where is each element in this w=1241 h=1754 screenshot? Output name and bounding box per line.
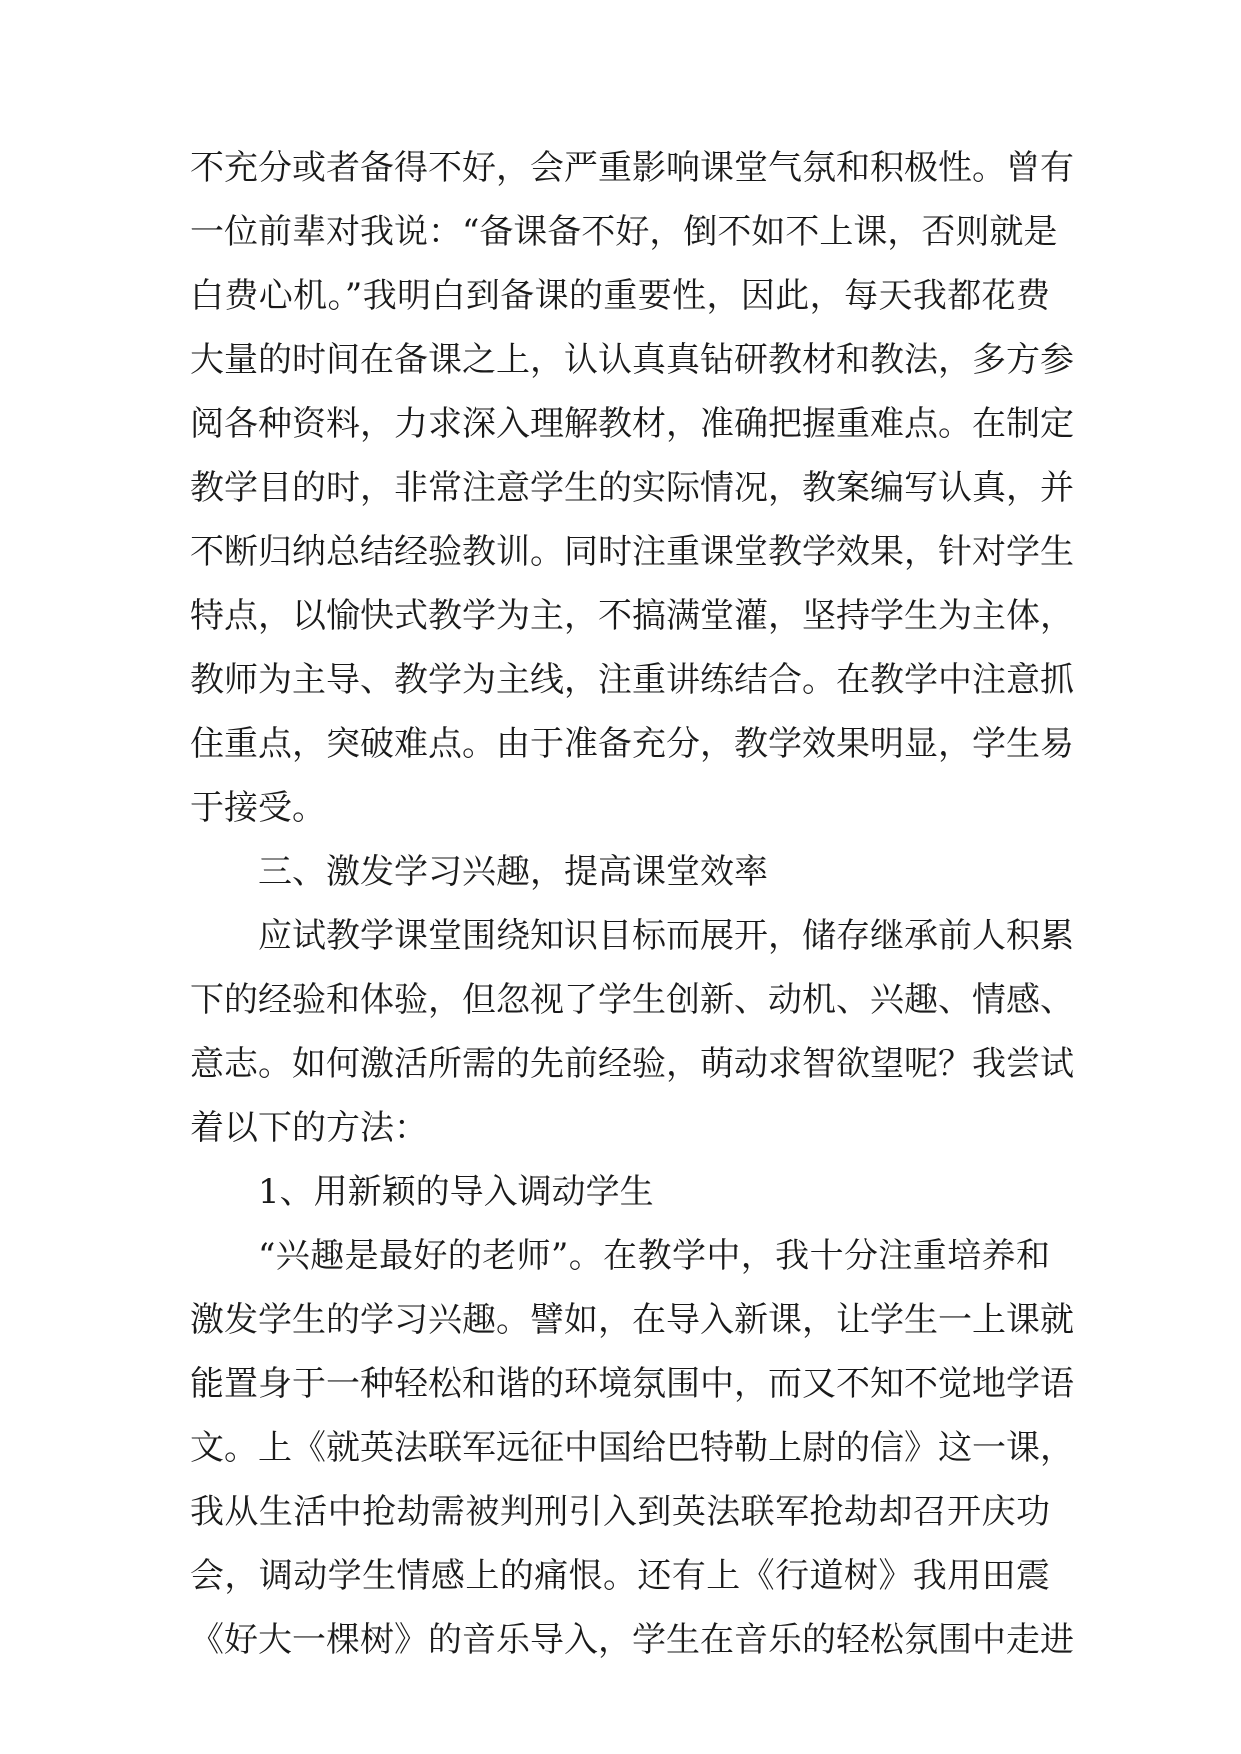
text-line: 《好大一棵树》的音乐导入，学生在音乐的轻松氛围中走进 <box>190 1620 1074 1660</box>
text-line: 教学目的时，非常注意学生的实际情况，教案编写认真，并 <box>190 468 1074 508</box>
text-line: 会，调动学生情感上的痛恨。还有上《行道树》我用田震 <box>190 1556 1050 1596</box>
section-heading: 三、激发学习兴趣，提高课堂效率 <box>258 852 768 892</box>
text-line: 住重点，突破难点。由于准备充分，教学效果明显，学生易 <box>190 724 1074 764</box>
text-line: 教师为主导、教学为主线，注重讲练结合。在教学中注意抓 <box>190 660 1074 700</box>
text-line: 不断归纳总结经验教训。同时注重课堂教学效果，针对学生 <box>190 532 1074 572</box>
text-line: 着以下的方法： <box>190 1108 428 1148</box>
text-line: 文。上《就英法联军远征中国给巴特勒上尉的信》这一课， <box>190 1428 1074 1468</box>
text-line: 白费心机。”我明白到备课的重要性，因此，每天我都花费 <box>190 276 1050 316</box>
text-line: 意志。如何激活所需的先前经验，萌动求智欲望呢？我尝试 <box>190 1044 1074 1084</box>
text-line: 应试教学课堂围绕知识目标而展开，储存继承前人积累 <box>258 916 1074 956</box>
text-line: 激发学生的学习兴趣。譬如，在导入新课，让学生一上课就 <box>190 1300 1074 1340</box>
text-line: 特点，以愉快式教学为主，不搞满堂灌，坚持学生为主体， <box>190 596 1074 636</box>
subsection-heading: 1、用新颖的导入调动学生 <box>258 1172 654 1212</box>
text-line: “兴趣是最好的老师”。在教学中，我十分注重培养和 <box>258 1236 1050 1276</box>
text-line: 我从生活中抢劫需被判刑引入到英法联军抢劫却召开庆功 <box>190 1492 1050 1532</box>
text-line: 能置身于一种轻松和谐的环境氛围中，而又不知不觉地学语 <box>190 1364 1074 1404</box>
text-line: 不充分或者备得不好，会严重影响课堂气氛和积极性。曾有 <box>190 148 1074 188</box>
text-line: 阅各种资料，力求深入理解教材，准确把握重难点。在制定 <box>190 404 1074 444</box>
text-line: 大量的时间在备课之上，认认真真钻研教材和教法，多方参 <box>190 340 1074 380</box>
text-line: 下的经验和体验，但忽视了学生创新、动机、兴趣、情感、 <box>190 980 1074 1020</box>
text-line: 于接受。 <box>190 788 326 828</box>
text-line: 一位前辈对我说：“备课备不好，倒不如不上课，否则就是 <box>190 212 1058 252</box>
